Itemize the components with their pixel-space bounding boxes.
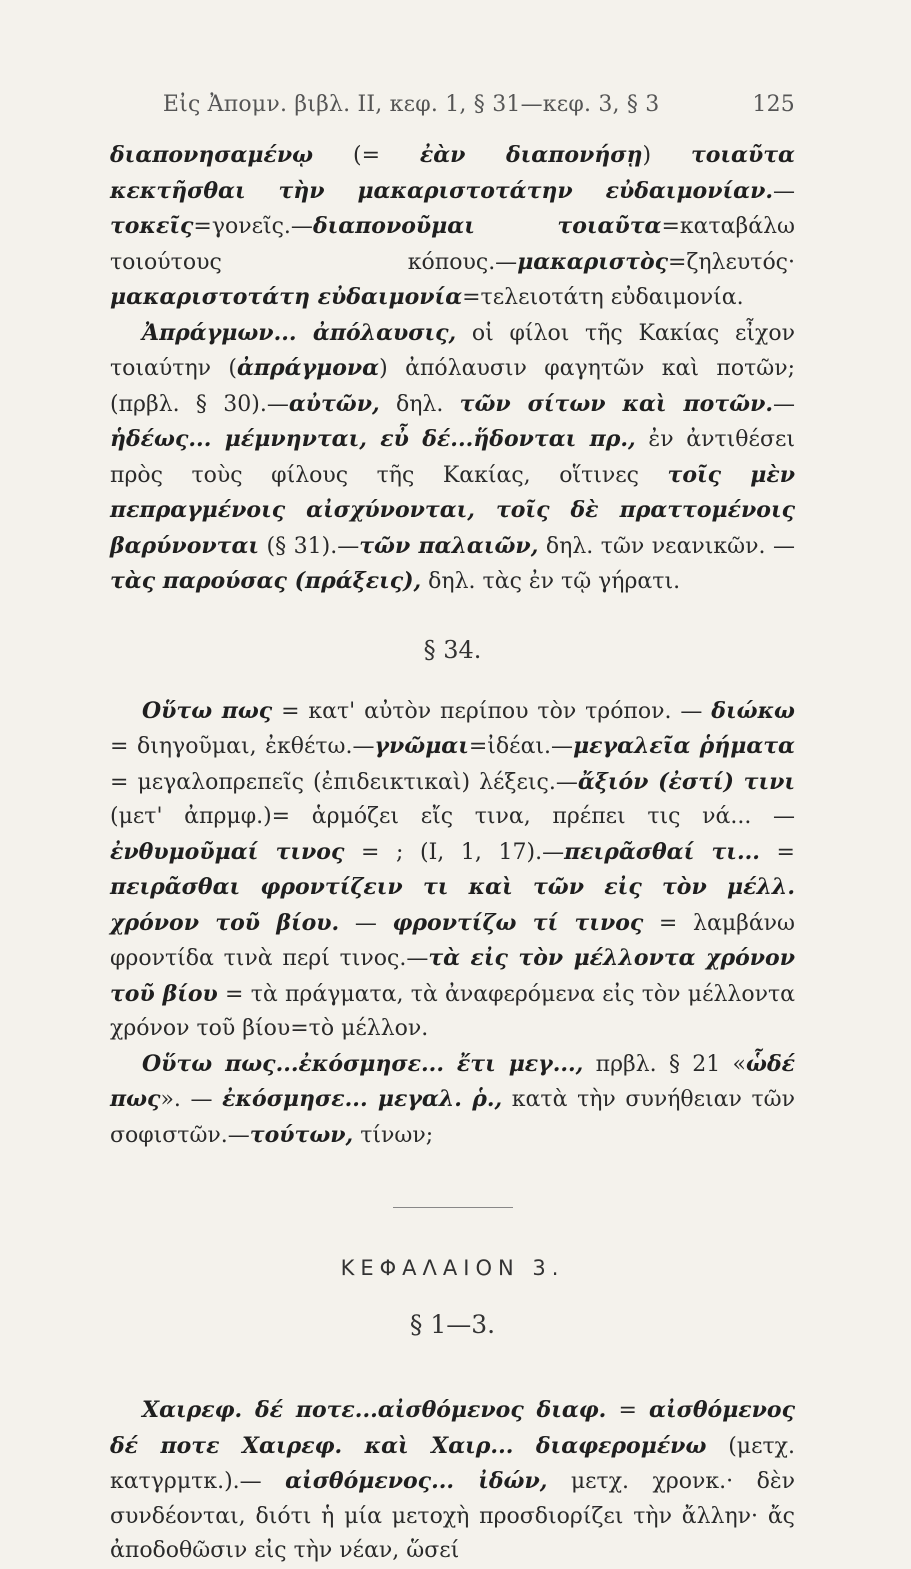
lemma-text: μακαριστοτάτη εὐδαιμονία: [110, 284, 463, 310]
section-heading-1-3: § 1—3.: [409, 1310, 496, 1339]
gloss-text: τίνων;: [353, 1122, 434, 1148]
lemma-text: τῶν παλαιῶν,: [359, 532, 539, 559]
lemma-text: τούτων,: [249, 1121, 354, 1148]
gloss-text: —: [773, 391, 795, 417]
commentary-paragraph-1: [110, 138, 795, 316]
lemma-text: διαπονησαμένῳ: [110, 142, 314, 168]
divider-rule: [393, 1207, 513, 1208]
gloss-text: μετχ. χρονκ.· δὲν συνδέονται, διότι ἡ μία μετοχὴ προσδιορίζει τὴν ἄλλην· ἄς ἀποδοθῶσιν εἰς τὴν νέαν, ὥσεί: [110, 1469, 796, 1563]
gloss-text: (§ 31).—: [259, 533, 360, 559]
lemma-text: διαπονοῦμαι τοιαῦτα: [312, 213, 662, 239]
gloss-text: =: [759, 839, 795, 865]
lemma-text: ἡδέως... μέμνηνται, εὖ δέ...ἥδονται πρ.,: [110, 426, 636, 452]
commentary-paragraph-3: [110, 694, 795, 1047]
lemma-text: ἐνθυμοῦμαί τινος: [110, 838, 345, 865]
lemma-text: αἰσθόμενος δέ ποτε Χαιρεφ. καὶ Χαιρ... διαφερομένω: [110, 1397, 796, 1459]
lemma-text: μεγαλεῖα ῥήματα: [573, 733, 795, 759]
lemma-text: τοκεῖς: [110, 213, 194, 239]
gloss-text: (μετ' ἀπρμφ.)= ἁρμόζει εἴς τινα, πρέπει τις νά... —: [110, 804, 795, 829]
gloss-text: πρβλ. § 21 «: [583, 1051, 746, 1077]
commentary-paragraph-2: [110, 316, 795, 600]
lemma-text: τῶν σίτων καὶ ποτῶν.: [459, 390, 773, 417]
page-number: 125: [752, 92, 795, 117]
lemma-text: τὰς παρούσας (πράξεις),: [110, 568, 422, 594]
lemma-text: Ἀπράγμων... ἀπόλαυσις,: [142, 319, 457, 346]
section-heading-34: § 34.: [423, 635, 482, 664]
lemma-text: Οὕτω πως: [142, 697, 273, 724]
lemma-text: γνῶμαι: [374, 733, 469, 759]
gloss-text: =ἰδέαι.—: [468, 734, 574, 759]
lemma-text: ἄξιόν (ἐστί) τινι: [577, 768, 796, 795]
gloss-text: =γονεῖς.—: [193, 214, 313, 239]
lemma-text: ἀπράγμονα: [237, 355, 380, 381]
running-title: Εἰς Ἀπομν. βιβλ. II, κεφ. 1, § 31—κεφ. 3, § 3: [162, 92, 660, 117]
commentary-paragraph-4: [110, 1047, 795, 1154]
lemma-text: διώκω: [711, 697, 795, 724]
gloss-text: =καταβάλω τοιούτους κόπους.—: [110, 214, 795, 275]
gloss-text: ) ἀπόλαυσιν φαγητῶν καὶ ποτῶν; (πρβλ. § 30).—: [110, 356, 795, 417]
gloss-text: —: [339, 910, 393, 936]
gloss-text: ): [642, 143, 691, 168]
gloss-text: δηλ.: [379, 391, 460, 417]
lemma-text: τοιαῦτα κεκτῆσθαι τὴν μακαριστοτάτην εὐδαιμονίαν.: [110, 142, 795, 204]
gloss-text: =τελειοτάτη εὐδαιμονία.: [462, 285, 744, 310]
commentary-paragraph-5: [110, 1393, 795, 1569]
gloss-text: = λαμβάνω φροντίδα τινὰ περί τινος.—: [110, 910, 795, 971]
lemma-text: ἐὰν διαπονήσῃ: [419, 142, 643, 168]
gloss-text: κατὰ τὴν συνήθειαν τῶν σοφιστῶν.—: [110, 1087, 795, 1148]
gloss-text: (μετχ. κατγρμτκ.).—: [110, 1433, 795, 1494]
gloss-text: = μεγαλοπρεπεῖς (ἐπιδεικτικαὶ) λέξεις.—: [110, 769, 578, 795]
chapter-title: ΚΕΦΑΛΑΙΟΝ 3.: [340, 1256, 565, 1280]
gloss-text: οἱ φίλοι τῆς Κακίας εἶχον τοιαύτην (: [110, 320, 795, 381]
gloss-text: =: [606, 1398, 650, 1423]
lemma-text: αὐτῶν,: [288, 390, 380, 417]
running-head: [110, 92, 795, 138]
page: [110, 92, 795, 1569]
lemma-text: πειρᾶσθαί τι...: [564, 838, 760, 865]
lemma-text: τὰ εἰς τὸν μέλλοντα χρόνον τοῦ βίου: [110, 945, 795, 1007]
gloss-text: —: [773, 178, 795, 204]
lemma-text: φροντίζω τί τινος: [392, 909, 644, 936]
lemma-text: Οὕτω πως...ἐκόσμησε... ἔτι μεγ...,: [142, 1050, 584, 1077]
gloss-text: = διηγοῦμαι, ἐκθέτω.—: [110, 734, 375, 759]
lemma-text: τοῖς μὲν πεπραγμένοις αἰσχύνονται, τοῖς δὲ πραττομένοις βαρύνονται: [110, 461, 796, 559]
lemma-text: ὧδέ πως: [110, 1050, 795, 1112]
gloss-text: ἐν ἀντιθέσει πρὸς τοὺς φίλους τῆς Κακίας, οἵτινες: [110, 427, 795, 488]
gloss-text: = ; (I, 1, 17).—: [344, 839, 565, 865]
lemma-text: ἐκόσμησε... μεγαλ. ῥ.,: [222, 1086, 503, 1112]
lemma-text: πειρᾶσθαι φροντίζειν τι καὶ τῶν εἰς τὸν μέλλ. χρόνον τοῦ βίου.: [110, 874, 795, 936]
gloss-text: δηλ. τὰς ἐν τῷ γήρατι.: [421, 569, 681, 594]
lemma-text: Χαιρεφ. δέ ποτε...αἰσθόμενος διαφ.: [142, 1397, 607, 1423]
gloss-text: (=: [313, 143, 420, 168]
gloss-text: = τὰ πράγματα, τὰ ἀναφερόμενα εἰς τὸν μέλλοντα χρόνον τοῦ βίου=τὸ μέλλον.: [110, 981, 795, 1041]
gloss-text: ». —: [160, 1087, 223, 1112]
lemma-text: μακαριστὸς: [517, 248, 669, 275]
gloss-text: = κατ' αὐτὸν περίπου τὸν τρόπον. —: [272, 698, 712, 724]
lemma-text: αἰσθόμενος... ἰδών,: [285, 1468, 548, 1494]
gloss-text: =ζηλευτός·: [668, 249, 795, 275]
gloss-text: δηλ. τῶν νεανικῶν. —: [538, 533, 796, 559]
